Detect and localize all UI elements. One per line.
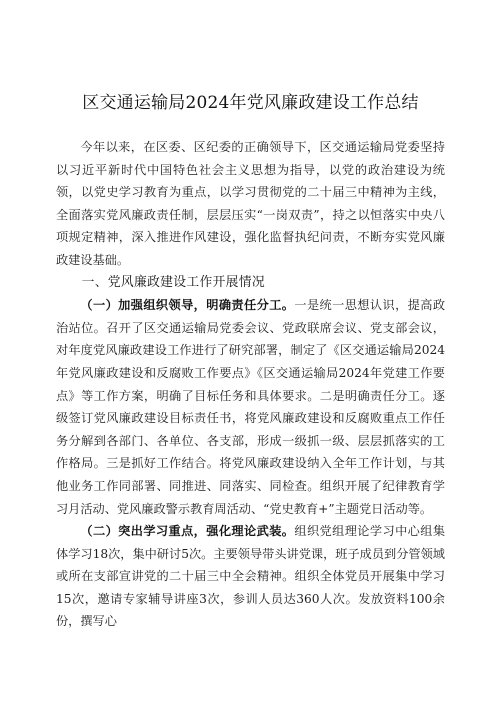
subsection-paragraph-2 bbox=[56, 520, 445, 633]
subsection-heading-2: （二）突出学习重点，强化理论武装。 bbox=[80, 524, 295, 539]
section-heading-1: 一、党风廉政建设工作开展情况 bbox=[81, 274, 265, 290]
document-title: 区交通运输局2024年党风廉政建设工作总结 bbox=[82, 93, 419, 113]
subsection-text-1: 一是统一思想认识，提高政治站位。召开了区交通运输局党委会议、党政联席会议、党支部会议，对年度党风廉政建设工作进行了研究部署，制定了《区交通运输局2024年党风廉政建设和反腐败工作要点》《区交通运输局2024年党建工作要点》等工作方案，明确了目标任务和具体要求。二是明确责任分工。逐级签订党风廉政建设目标责任书，将党风廉政建设和反腐败重点工作任务分解到各部门、各单位、各支部，形成一级抓一级、层层抓落实的工作格局。三是抓好工作结合。将党风廉政建设纳入全年工作计划，与其他业务工作同部署、同推进、同落实、同检查。组织开展了纪律教育学习月活动、党风廉政警示教育周活动、“党史教育+”主题党日活动等。 bbox=[56, 298, 446, 516]
subsection-heading-1: （一）加强组织领导，明确责任分工。 bbox=[80, 298, 295, 313]
subsection-paragraph-1 bbox=[56, 294, 445, 520]
intro-paragraph: 今年以来，在区委、区纪委的正确领导下，区交通运输局党委坚持以习近平新时代中国特色社会主义思想为指导，以党的政治建设为统领，以党史学习教育为重点，以学习贯彻党的二十届三中精神为主线，全面落实党风廉政责任制，层层压实“一岗双责”，持之以恒落实中央八项规定精神，深入推进作风建设，强化监督执纪问责，不断夯实党风廉政建设基础。 bbox=[56, 140, 445, 267]
document-body bbox=[56, 136, 445, 633]
subsection-text-2: 组织党组理论学习中心组集体学习18次，集中研讨5次。主要领导带头讲党课，班子成员到分管领域或所在支部宣讲党的二十届三中全会精神。组织全体党员开展集中学习15次，邀请专家辅导讲座3次，参训人员达360人次。发放资料100余份，撰写心 bbox=[56, 524, 446, 629]
